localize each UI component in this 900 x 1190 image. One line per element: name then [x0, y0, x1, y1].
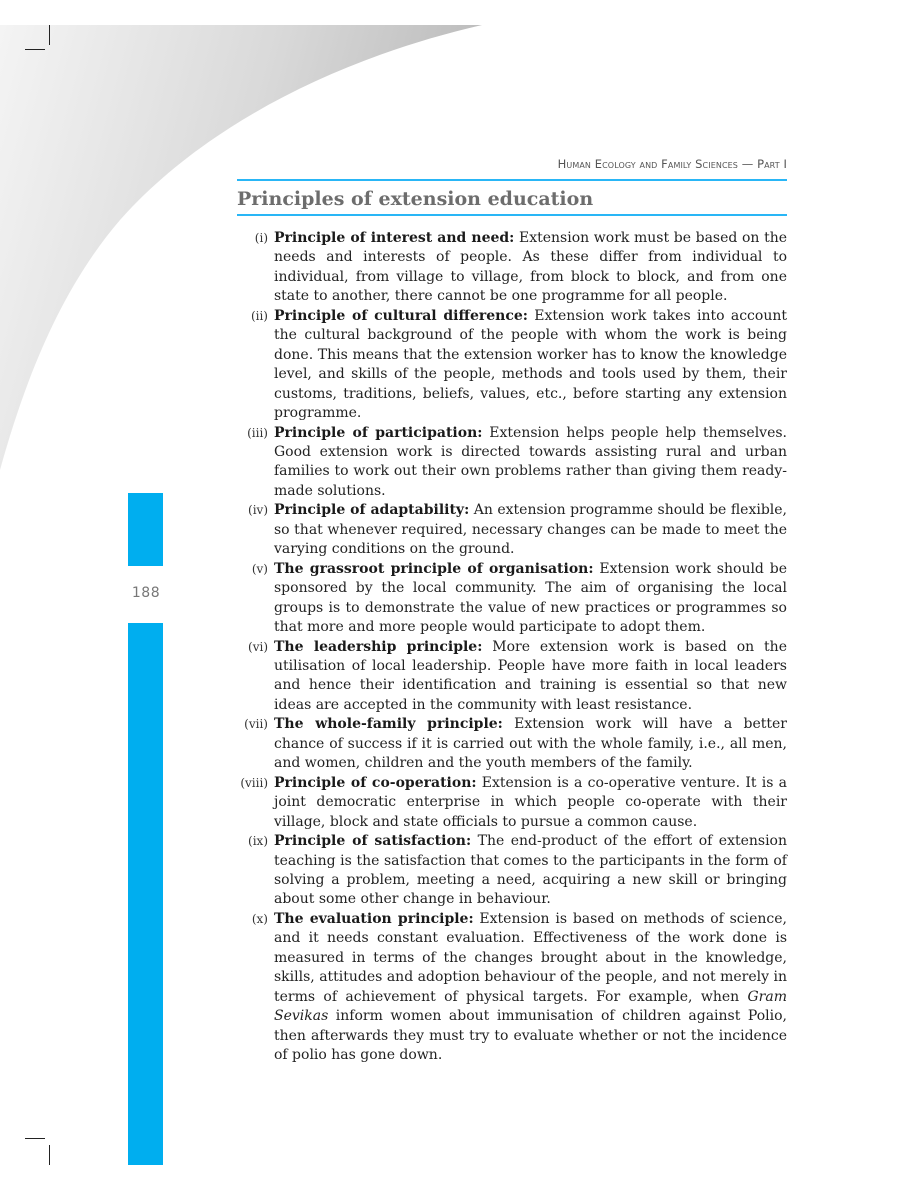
principle-term: Principle of interest and need:	[274, 230, 515, 246]
principle-text: Extension work should be sponsored by the local community. The aim of organising the local groups is to demonstrate the value of new practices or programmes so that more and more people would participate to adopt them.	[274, 560, 787, 636]
principle-text: An extension programme should be flexible, so that whenever required, necessary changes can be made to meet the varying conditions on the ground.	[274, 502, 788, 558]
principle-number: (v)	[251, 561, 268, 576]
crop-mark-bottom-vertical	[49, 1145, 50, 1165]
principle-text-continued: inform women about immunisation of children against Polio, then afterwards they must try to evaluate whether or not the incidence of polio has gone down.	[274, 1008, 787, 1064]
principle-item	[237, 560, 787, 638]
principle-item	[237, 424, 787, 502]
principle-italic-term: Gram Sevikas	[274, 988, 787, 1025]
header-rule	[237, 179, 787, 181]
crop-mark-top-vertical	[49, 25, 50, 45]
principle-term: Principle of satisfaction:	[274, 833, 472, 850]
principle-item	[237, 307, 787, 424]
principle-term: Principle of co-operation:	[274, 774, 477, 791]
principle-number: (iv)	[248, 503, 268, 518]
principle-item	[237, 910, 787, 1066]
margin-accent-bar-bottom	[128, 623, 163, 1165]
principle-number: (vii)	[244, 717, 268, 732]
principle-number: (viii)	[240, 775, 268, 790]
principle-term: Principle of adaptability:	[274, 502, 470, 519]
principle-term: Principle of participation:	[274, 424, 483, 441]
principle-text: Extension work will have a better chance of success if it is carried out with the whole family, i.e., all men, and women, children and the youth members of the family.	[274, 716, 787, 772]
principle-text: Extension is based on methods of science, and it needs constant evaluation. Effectiveness of the work done is measured in terms of the changes brought about in the knowledge, skills, attitudes and adoption behaviour of the people, and not merely in terms of achievement of physical targets. For example, when	[274, 910, 787, 1005]
principle-term: The evaluation principle:	[274, 910, 474, 927]
principle-text: More extension work is based on the utilisation of local leadership. People have more faith in local leaders and hence their identification and training is essential so that new ideas are accepted in the community with least resistance.	[274, 638, 787, 713]
principle-text: Extension work takes into account the cultural background of the people with whom the work is being done. This means that the extension worker has to know the knowledge level, and skills of the people, methods and tools used by them, their customs, traditions, beliefs, values, etc., before starting any extension programme.	[274, 307, 787, 422]
section-title-rule	[237, 214, 787, 216]
principle-number: (iii)	[247, 425, 268, 440]
principle-number: (ii)	[250, 308, 268, 323]
section-title: Principles of extension education	[237, 188, 594, 210]
principle-text: Extension is a co-operative venture. It is a joint democratic enterprise in which people co-operate with their village, block and state officials to pursue a common cause.	[274, 774, 787, 830]
crop-mark-bottom-horizontal	[25, 1138, 45, 1139]
principle-number: (x)	[251, 911, 268, 926]
principle-term: The leadership principle:	[274, 638, 483, 655]
principle-item	[237, 774, 787, 832]
crop-mark-top-horizontal	[25, 49, 45, 50]
principle-item	[237, 832, 787, 910]
running-header: Human Ecology and Family Sciences — Part I	[557, 157, 787, 171]
margin-accent-bar-top	[128, 493, 163, 566]
principle-term: The whole-family principle:	[274, 716, 503, 733]
principle-term: Principle of cultural difference:	[274, 307, 528, 324]
principles-list	[237, 229, 787, 1065]
principle-text: Extension helps people help themselves. Good extension work is directed towards assisting rural and urban families to work out their own problems rather than giving them ready-made solutions.	[274, 424, 788, 499]
principle-item	[237, 715, 787, 773]
principle-number: (i)	[254, 231, 268, 245]
principle-text: Extension work must be based on the needs and interests of people. As these differ from individual to individual, from village to village, from block to block, and from one state to another, there cannot be one programme for all people.	[274, 230, 788, 305]
principle-item	[237, 501, 787, 559]
page-number: 188	[131, 585, 161, 601]
principle-item	[237, 229, 787, 307]
principle-text: The end-product of the effort of extension teaching is the satisfaction that comes to the participants in the form of solving a problem, meeting a need, acquiring a new skill or bringing about some other change in behaviour.	[274, 833, 788, 908]
principle-term: The grassroot principle of organisation:	[274, 560, 594, 577]
principle-item	[237, 638, 787, 716]
principle-number: (ix)	[248, 834, 268, 849]
principle-number: (vi)	[248, 639, 268, 654]
